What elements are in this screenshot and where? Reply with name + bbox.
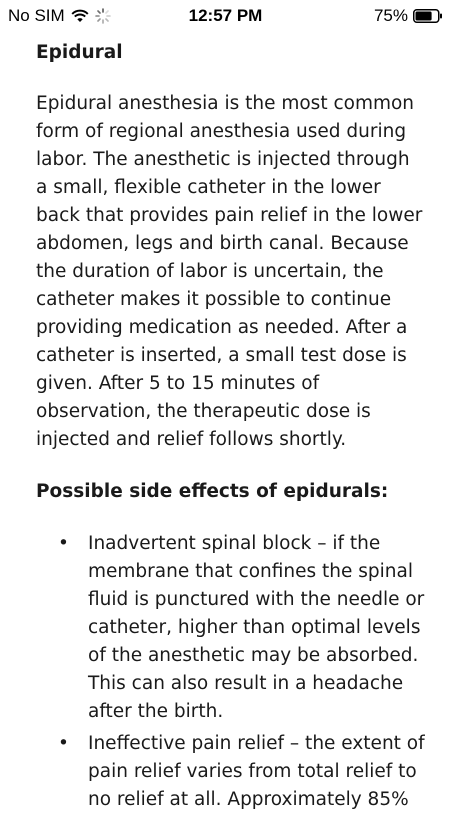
bullet-icon: • <box>58 533 69 554</box>
status-bar <box>0 0 451 32</box>
battery-icon <box>413 9 443 23</box>
intro-paragraph: Epidural anesthesia is the most common form of regional anesthesia used during labor. The anesthetic is injected through a small, flexible catheter in the lower back that provides pain relief in the lower abdomen, legs and birth canal. Because the duration of labor is uncertain, the catheter makes it possible to continue providing medication as needed. After a catheter is inserted, a small test dose is given. After 5 to 15 minutes of observation, the therapeutic dose is injected and relief follows shortly. <box>36 93 423 450</box>
side-effects-heading: Possible side effects of epidurals: <box>36 481 389 502</box>
list-item <box>36 730 426 814</box>
bullet-icon: • <box>58 733 69 754</box>
article-content <box>36 30 426 818</box>
side-effects-list <box>36 530 426 814</box>
section-heading: Epidural <box>36 42 123 63</box>
battery-percent: 75% <box>373 6 408 25</box>
status-right <box>374 6 443 26</box>
carrier-label: No SIM <box>8 6 65 25</box>
list-item-text: Inadvertent spinal block – if the membrane that confines the spinal fluid is punctured with the needle or catheter, higher than optimal levels of the anesthetic may be absorbed. This can also result in a headache after the birth. <box>88 533 425 722</box>
list-item <box>36 530 426 726</box>
battery-fill <box>416 12 432 21</box>
list-item-text: Ineffective pain relief – the extent of pain relief varies from total relief to no relief at all. Approximately 85% <box>88 733 425 810</box>
status-time: 12:57 PM <box>188 6 263 25</box>
